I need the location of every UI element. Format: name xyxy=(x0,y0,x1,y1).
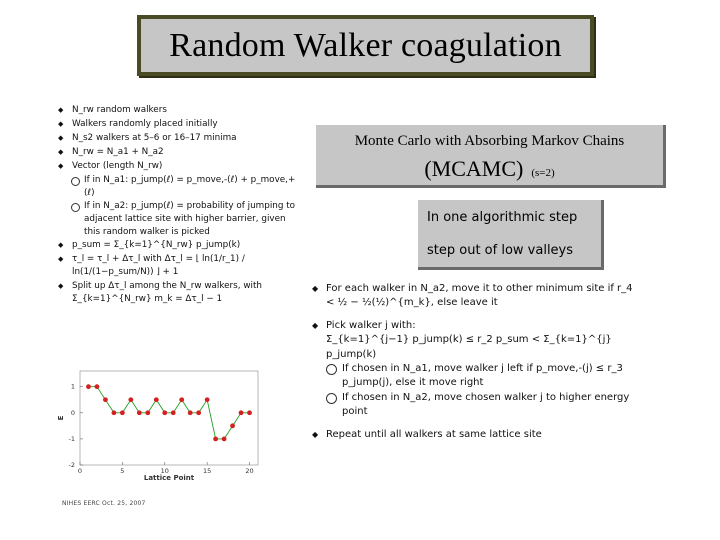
data-point xyxy=(154,397,159,402)
y-tick-label: 1 xyxy=(70,382,75,391)
left-bullet-list xyxy=(58,104,298,307)
title-box xyxy=(137,15,594,76)
left-sub-bullet: If in N_a1: p_jump(ℓ) = p_move,-(ℓ) + p_move,+(ℓ) xyxy=(58,174,298,200)
left-bullet: ◆ Vector (length N_rw) xyxy=(58,160,298,173)
data-point xyxy=(196,410,201,415)
left-bullet: ◆ N_rw = N_a1 + N_a2 xyxy=(58,146,298,159)
plot-frame xyxy=(80,371,258,465)
left-bullet: ◆ τ_l = τ_l + Δτ_l with Δτ_l = ⌊ ln(1/r_1) / ln(1/(1−p_sum/N)) ⌋ + 1 xyxy=(58,253,298,279)
footer-text: NIHES EERC Oct. 25, 2007 xyxy=(62,500,146,507)
x-axis-label: Lattice Point xyxy=(143,474,195,482)
data-point xyxy=(162,410,167,415)
y-axis-label: E xyxy=(57,415,65,421)
y-tick-label: 0 xyxy=(70,408,75,417)
data-point xyxy=(179,397,184,402)
data-point xyxy=(213,436,218,441)
data-point xyxy=(137,410,142,415)
x-tick-label: 5 xyxy=(120,467,125,475)
left-bullet: ◆ Split up Δτ_l among the N_rw walkers, with Σ_{k=1}^{N_rw} m_k = Δτ_l − 1 xyxy=(58,280,298,306)
data-point xyxy=(112,410,117,415)
x-tick-label: 20 xyxy=(245,467,254,475)
data-point xyxy=(145,410,150,415)
right-sub-bullet: If chosen in N_a2, move chosen walker j to higher energy point xyxy=(312,391,642,420)
right-sub-bullet: If chosen in N_a1, move walker j left if p_move,-(j) ≤ r_3 p_jump(j), else it move right xyxy=(312,362,642,391)
left-bullet: ◆ p_sum = Σ_{k=1}^{N_rw} p_jump(k) xyxy=(58,239,298,252)
mcamc-line1: Monte Carlo with Absorbing Markov Chains xyxy=(354,133,625,149)
right-bullet: ◆ For each walker in N_a2, move it to other minimum site if r_4 < ½ − ½(½)^{m_k}, else leave it xyxy=(312,282,642,311)
x-tick-label: 10 xyxy=(160,467,169,475)
data-point xyxy=(86,384,91,389)
energy-landscape-chart xyxy=(58,365,273,481)
data-point xyxy=(247,410,252,415)
x-tick-label: 0 xyxy=(77,467,83,475)
right-bullet-list xyxy=(312,282,642,442)
data-point xyxy=(95,384,100,389)
step-line2: step out of low valleys xyxy=(427,243,574,258)
left-bullet: ◆ Walkers randomly placed initially xyxy=(58,118,298,131)
bullet-gap xyxy=(312,311,642,319)
data-point xyxy=(171,410,176,415)
y-tick-label: -1 xyxy=(68,434,75,443)
mcamc-param: (s=2) xyxy=(531,167,555,179)
left-sub-bullet: If in N_a2: p_jump(ℓ) = probability of jumping to adjacent lattice site with higher barrier, given this random walker is picked xyxy=(58,200,298,239)
mcamc-acronym: (MCAMC) xyxy=(424,156,524,181)
data-point xyxy=(205,397,210,402)
x-tick-label: 15 xyxy=(203,467,212,475)
y-tick-label: -2 xyxy=(68,461,75,469)
data-point xyxy=(222,436,227,441)
data-point xyxy=(128,397,133,402)
mcamc-callout xyxy=(316,125,666,188)
data-point xyxy=(103,397,108,402)
slide-title: Random Walker coagulation xyxy=(169,26,562,64)
bullet-gap xyxy=(312,420,642,428)
algorithmic-step-callout xyxy=(418,200,604,270)
step-line1: In one algorithmic step xyxy=(427,210,578,225)
right-bullet: ◆ Pick walker j with: xyxy=(312,319,642,333)
right-bullet: Σ_{k=1}^{j−1} p_jump(k) ≤ r_2 p_sum < Σ_{k=1}^{j} p_jump(k) xyxy=(326,334,612,360)
data-point xyxy=(230,423,235,428)
right-bullet: ◆ Repeat until all walkers at same lattice site xyxy=(312,428,642,442)
left-bullet: ◆ N_rw random walkers xyxy=(58,104,298,117)
data-point xyxy=(239,410,244,415)
left-bullet: ◆ N_s2 walkers at 5–6 or 16–17 minima xyxy=(58,132,298,145)
data-point xyxy=(120,410,125,415)
data-point xyxy=(188,410,193,415)
